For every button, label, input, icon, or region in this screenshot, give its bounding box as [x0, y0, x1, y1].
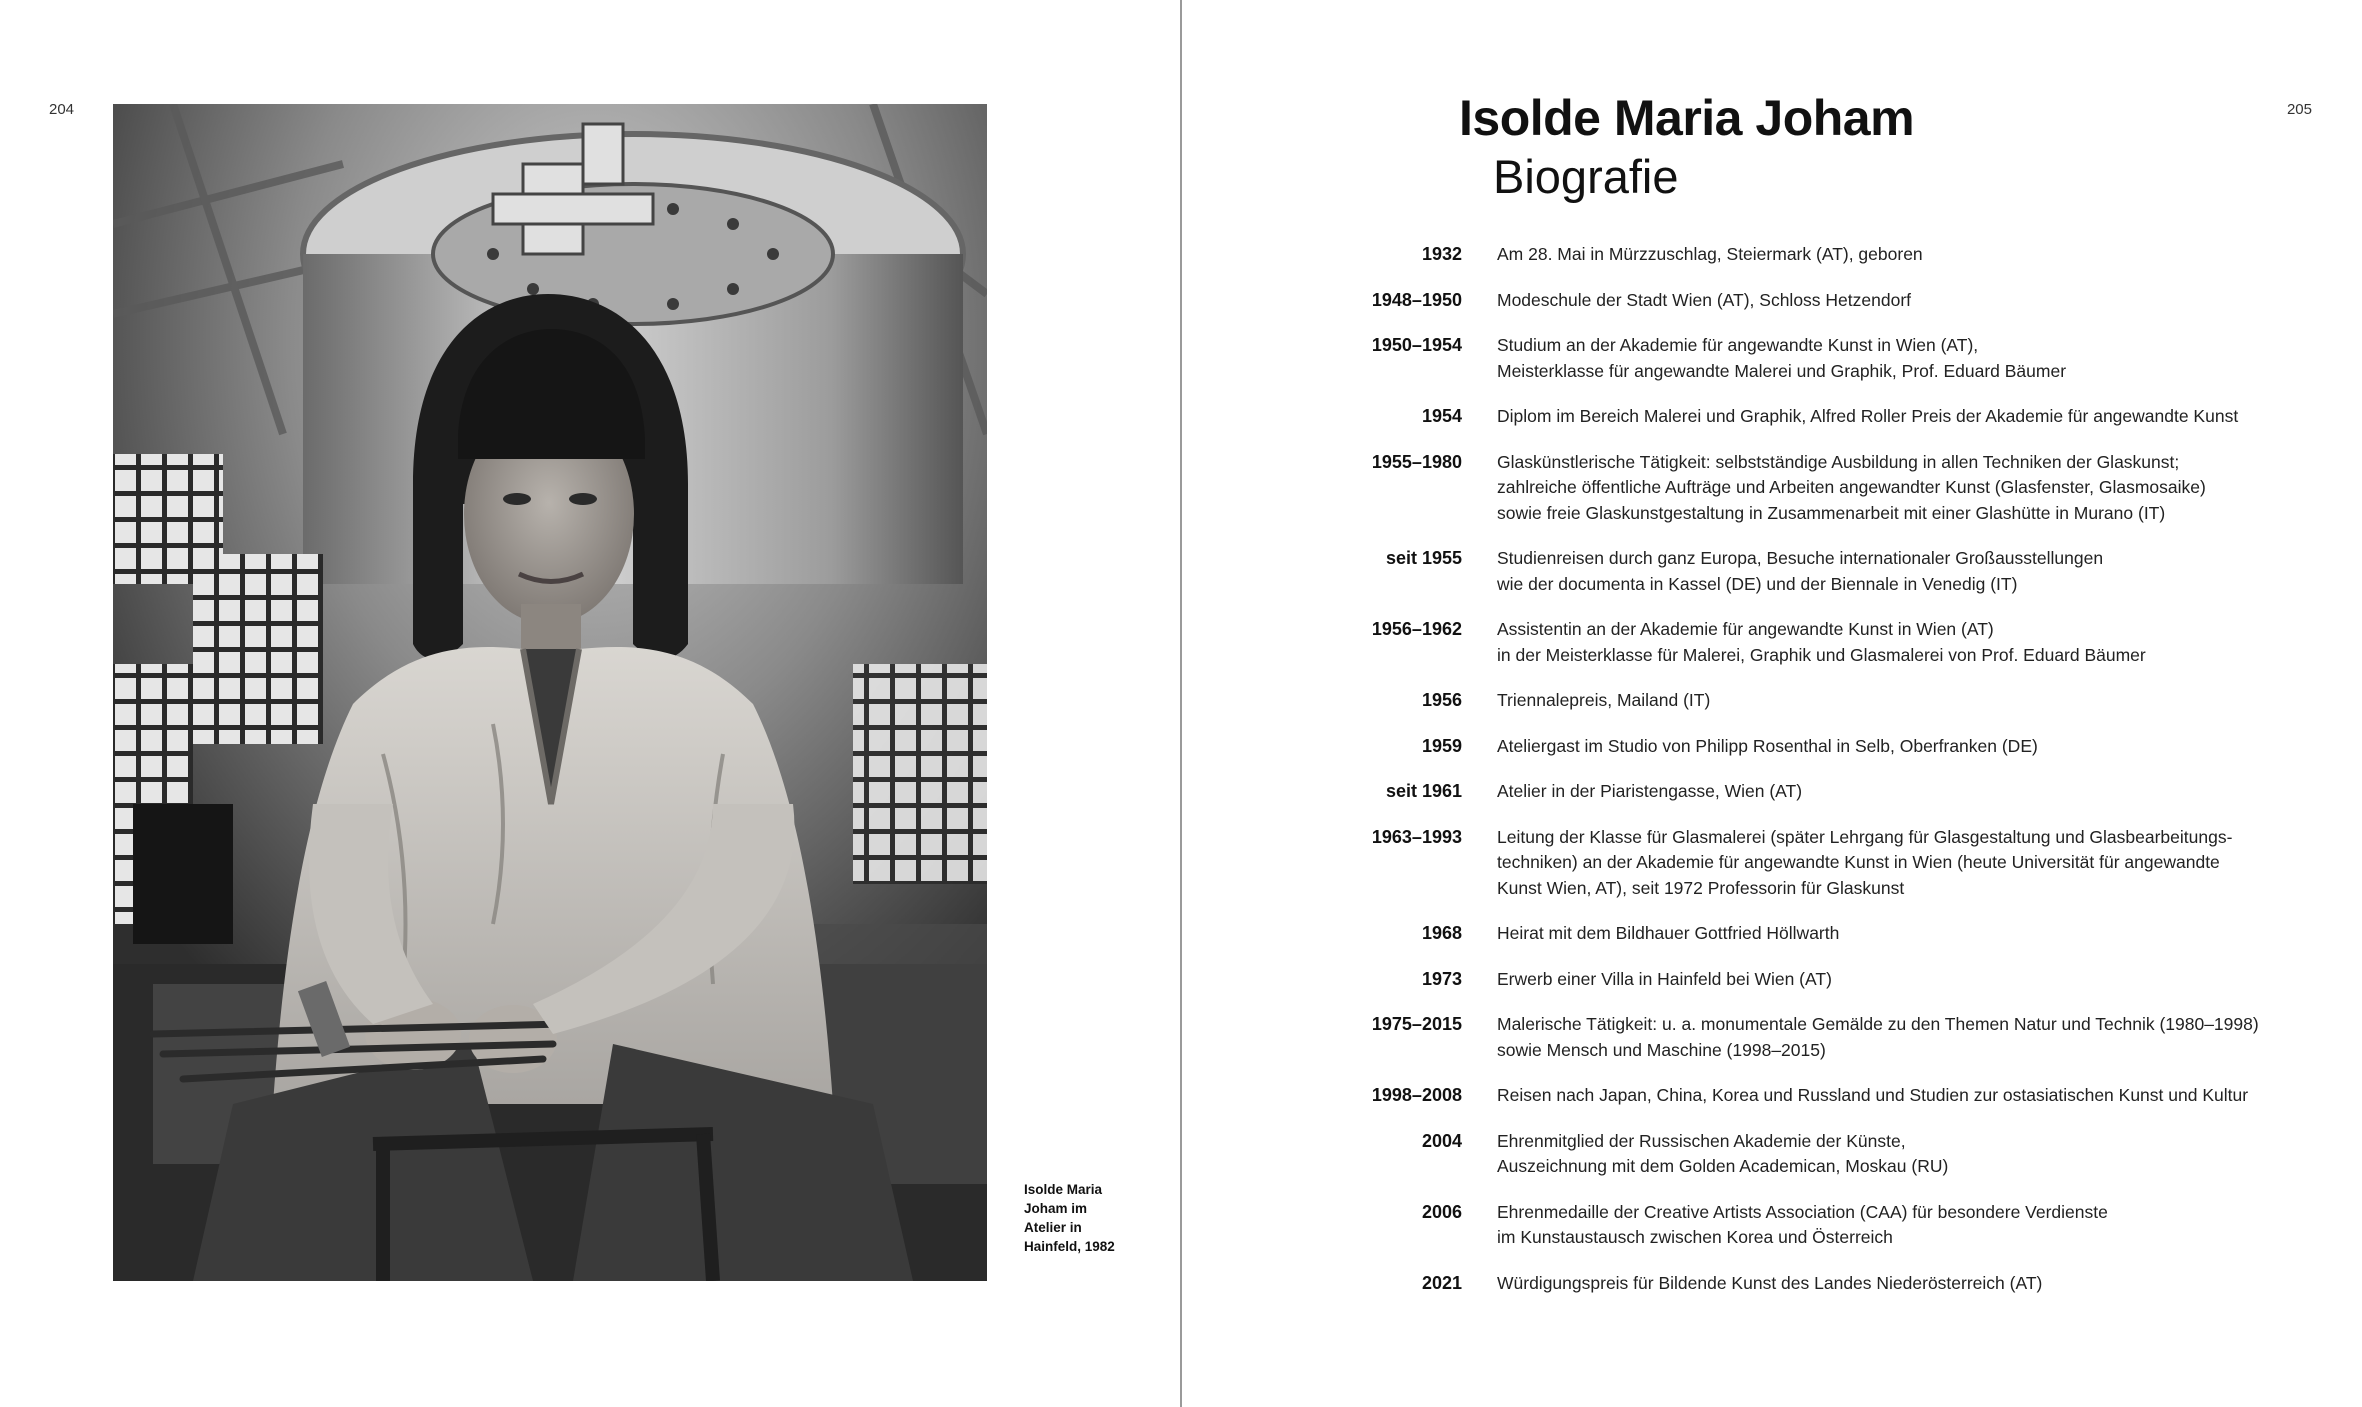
- biography-entry: [1182, 921, 2362, 947]
- biography-text-line: sowie Mensch und Maschine (1998–2015): [1497, 1039, 1826, 1060]
- biography-entry: [1182, 242, 2362, 268]
- biography-text-line: in der Meisterklasse für Malerei, Graphik und Glasmalerei von Prof. Eduard Bäumer: [1497, 644, 2146, 665]
- biography-entry: [1182, 688, 2362, 714]
- left-page: [0, 0, 1180, 1407]
- biography-text: [1497, 1271, 2277, 1297]
- biography-year: seit 1961: [1385, 781, 1462, 801]
- biography-text-line: im Kunstaustausch zwischen Korea und Österreich: [1497, 1227, 1893, 1247]
- biography-year: 1973: [1421, 968, 1462, 989]
- biography-year: 1954: [1421, 406, 1462, 426]
- biography-text: [1497, 404, 2277, 430]
- photo-caption: [1024, 1180, 1134, 1256]
- biography-text: [1497, 333, 2277, 384]
- biography-text: [1497, 779, 2277, 805]
- biography-text: [1497, 288, 2277, 314]
- biography-text: [1497, 1083, 2277, 1109]
- page-title: Isolde Maria Joham: [1459, 90, 1915, 146]
- biography-year: 1948–1950: [1371, 289, 1462, 310]
- biography-text-line: techniken) an der Akademie für angewandte Kunst in Wien (heute Universität für angewandte: [1497, 852, 2220, 872]
- biography-text-line: Leitung der Klasse für Glasmalerei (später Lehrgang für Glasgestaltung und Glasbearbeitungs-: [1497, 826, 2233, 847]
- biography-text-line: Studium an der Akademie für angewandte Kunst in Wien (AT),: [1497, 335, 1979, 355]
- biography-year: 1975–2015: [1371, 1014, 1462, 1034]
- biography-text-line: Reisen nach Japan, China, Korea und Russland und Studien zur ostasiatischen Kunst und Kultur: [1497, 1085, 2249, 1105]
- page-number-left: 204: [49, 101, 75, 118]
- biography-text-line: Diplom im Bereich Malerei und Graphik, Alfred Roller Preis der Akademie für angewandte Kunst: [1497, 406, 2239, 426]
- biography-text-line: Kunst Wien, AT), seit 1972 Professorin für Glaskunst: [1497, 877, 1905, 898]
- biography-entry: [1182, 1271, 2362, 1297]
- biography-entry: [1182, 825, 2362, 902]
- biography-text: [1497, 688, 2277, 714]
- biography-year: 1959: [1421, 735, 1462, 756]
- biography-text-line: Würdigungspreis für Bildende Kunst des Landes Niederösterreich (AT): [1497, 1272, 2043, 1293]
- biography-year: 1963–1993: [1371, 826, 1462, 847]
- biography-text-line: Ehrenmitglied der Russischen Akademie der Künste,: [1497, 1130, 1906, 1151]
- biography-year: 2021: [1421, 1272, 1462, 1293]
- biography-entry: [1182, 1200, 2362, 1251]
- biography-text: [1497, 1200, 2277, 1251]
- biography-entry: [1182, 1129, 2362, 1180]
- biography-year: 1968: [1421, 923, 1462, 943]
- biography-text-line: Am 28. Mai in Mürzzuschlag, Steiermark (AT), geboren: [1497, 244, 1923, 264]
- biography-year: 2004: [1421, 1130, 1462, 1151]
- biography-entry: [1182, 734, 2362, 760]
- biography-text-line: zahlreiche öffentliche Aufträge und Arbeiten angewandter Kunst (Glasfenster, Glasmosaike): [1497, 477, 2206, 497]
- biography-entry: [1182, 288, 2362, 314]
- biography-list: [1182, 242, 2362, 1316]
- caption-line: Atelier in: [1024, 1220, 1082, 1235]
- biography-text-line: Ehrenmedaille der Creative Artists Association (CAA) für besondere Verdienste: [1497, 1201, 2108, 1222]
- biography-year: 1950–1954: [1371, 335, 1462, 355]
- caption-line: Joham im: [1024, 1201, 1088, 1216]
- caption-line: Hainfeld, 1982: [1024, 1239, 1115, 1254]
- biography-text-line: Auszeichnung mit dem Golden Academican, Moskau (RU): [1497, 1156, 1949, 1176]
- biography-year: 1932: [1421, 244, 1462, 264]
- biography-year: 1998–2008: [1371, 1085, 1462, 1105]
- biography-text-line: sowie freie Glaskunstgestaltung in Zusammenarbeit mit einer Glashütte in Murano (IT): [1497, 502, 2166, 523]
- biography-year: seit 1955: [1385, 548, 1462, 568]
- artist-photo: [113, 104, 987, 1281]
- biography-entry: [1182, 546, 2362, 597]
- heading: [1459, 88, 1914, 206]
- page-subtitle: Biografie: [1493, 150, 1679, 203]
- biography-entry: [1182, 450, 2362, 527]
- biography-text: [1497, 1129, 2277, 1180]
- biography-year: 1955–1980: [1371, 451, 1462, 472]
- biography-text: [1497, 546, 2277, 597]
- biography-text-line: Modeschule der Stadt Wien (AT), Schloss Hetzendorf: [1497, 289, 1912, 310]
- biography-entry: [1182, 333, 2362, 384]
- biography-text: [1497, 921, 2277, 947]
- biography-text: [1497, 1012, 2277, 1063]
- biography-year: 1956: [1421, 690, 1462, 710]
- biography-text: [1497, 967, 2277, 993]
- biography-text: [1497, 825, 2277, 902]
- biography-text-line: wie der documenta in Kassel (DE) und der Biennale in Venedig (IT): [1497, 573, 2018, 594]
- biography-text-line: Studienreisen durch ganz Europa, Besuche internationaler Großausstellungen: [1497, 548, 2104, 568]
- biography-text-line: Atelier in der Piaristengasse, Wien (AT): [1497, 781, 1803, 801]
- biography-text-line: Ateliergast im Studio von Philipp Rosenthal in Selb, Oberfranken (DE): [1497, 735, 2038, 756]
- biography-text: [1497, 242, 2277, 268]
- page-number-right: 205: [2286, 101, 2312, 118]
- biography-entry: [1182, 404, 2362, 430]
- biography-text-line: Erwerb einer Villa in Hainfeld bei Wien (AT): [1497, 968, 1832, 989]
- biography-year: 1956–1962: [1371, 619, 1462, 639]
- biography-text-line: Heirat mit dem Bildhauer Gottfried Höllwarth: [1497, 923, 1840, 943]
- biography-entry: [1182, 1012, 2362, 1063]
- biography-entry: [1182, 617, 2362, 668]
- caption-line: Isolde Maria: [1024, 1182, 1103, 1197]
- biography-text-line: Meisterklasse für angewandte Malerei und Graphik, Prof. Eduard Bäumer: [1497, 360, 2067, 381]
- biography-text-line: Assistentin an der Akademie für angewandte Kunst in Wien (AT): [1497, 619, 1994, 639]
- biography-text: [1497, 617, 2277, 668]
- biography-entry: [1182, 779, 2362, 805]
- biography-text: [1497, 450, 2277, 527]
- biography-text-line: Malerische Tätigkeit: u. a. monumentale Gemälde zu den Themen Natur und Technik (1980–1998): [1497, 1014, 2259, 1034]
- biography-text-line: Triennalepreis, Mailand (IT): [1497, 690, 1711, 710]
- right-page: [1182, 0, 2362, 1407]
- biography-entry: [1182, 967, 2362, 993]
- biography-text-line: Glaskünstlerische Tätigkeit: selbstständige Ausbildung in allen Techniken der Glaskunst;: [1497, 451, 2180, 472]
- biography-year: 2006: [1421, 1201, 1462, 1222]
- biography-entry: [1182, 1083, 2362, 1109]
- biography-text: [1497, 734, 2277, 760]
